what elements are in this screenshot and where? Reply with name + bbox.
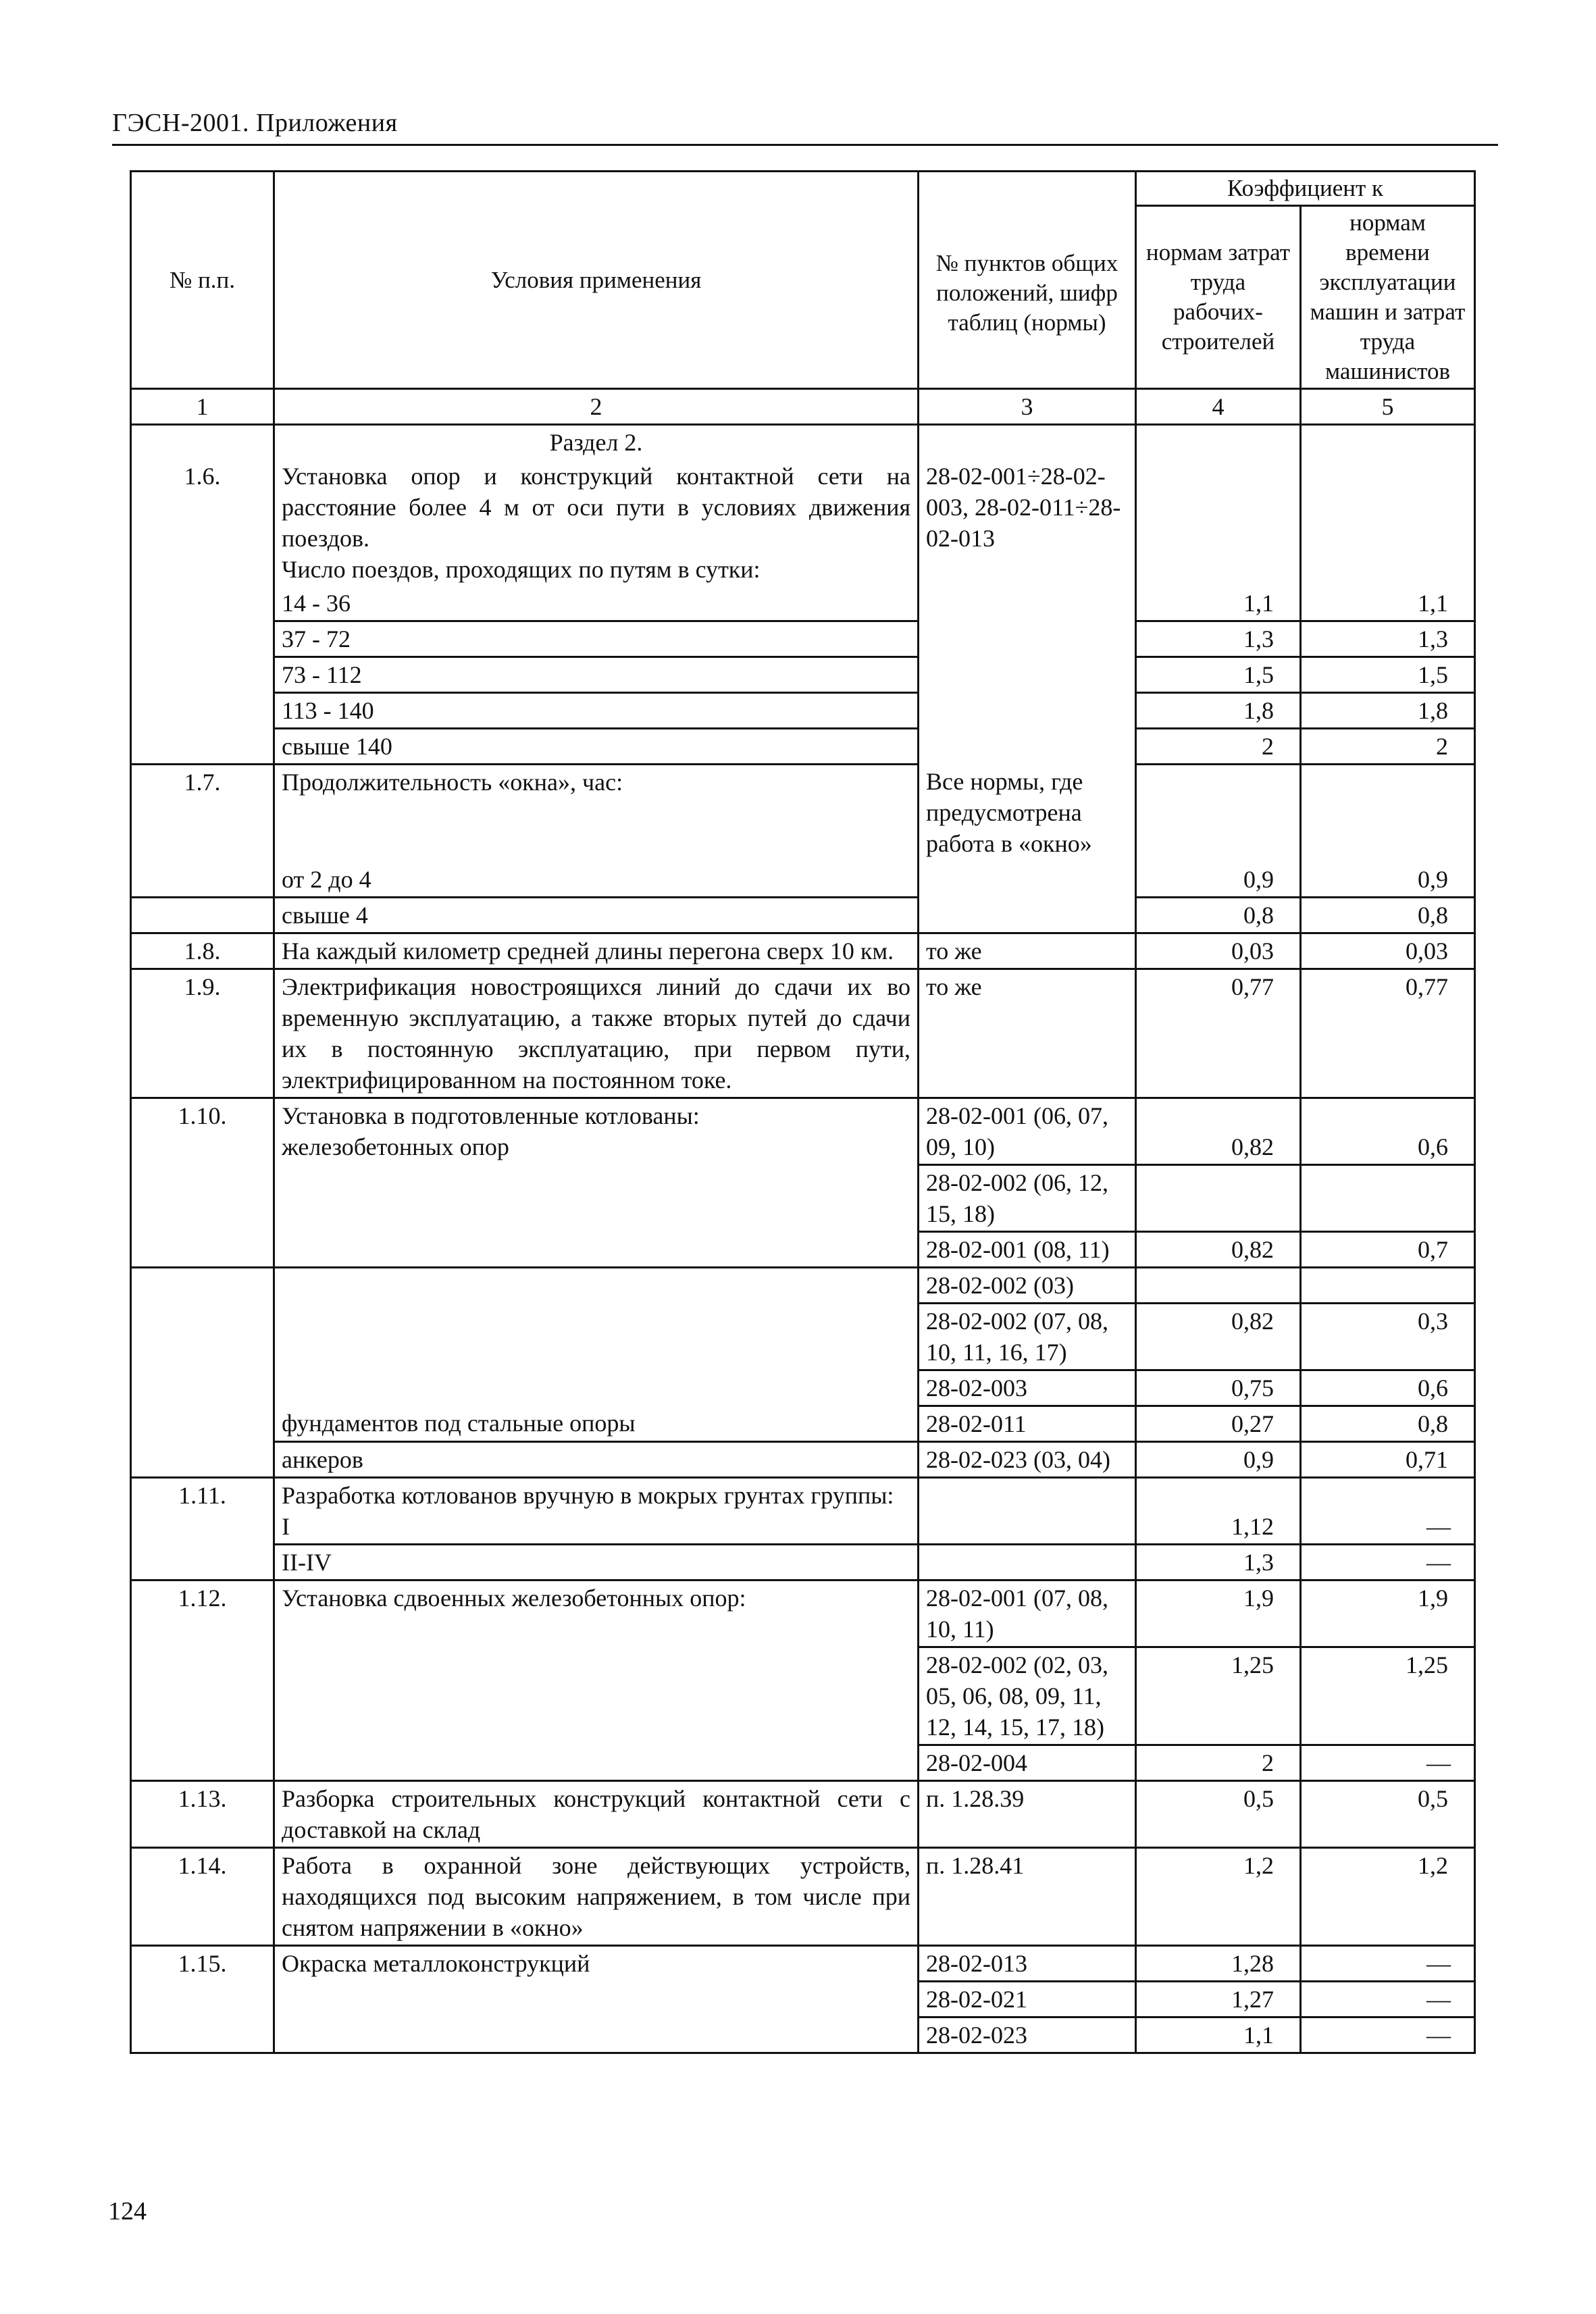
row-condition: Продолжительность «окна», час: [274,765,919,863]
coef-workers: 1,1 [1136,2017,1301,2053]
coef-workers: 0,9 [1136,863,1301,898]
row-code: п. 1.28.41 [919,1848,1136,1946]
coef-workers: 1,3 [1136,1545,1301,1580]
row-condition: Работа в охранной зоне действующих устройств, находящихся под высоким напряжением, в том числе при снятом напряжении в «окно» [274,1848,919,1946]
row-number: 1.6. [131,459,274,586]
sub-label: 37 - 72 [274,621,919,657]
table-row [131,586,1475,621]
table-row [131,898,1475,933]
row-number: 1.12. [131,1580,274,1781]
header-col1: № п.п. [131,172,274,389]
table-row [131,863,1475,898]
header-col2: Условия применения [274,172,919,389]
coef-workers: 0,27 [1136,1406,1301,1442]
coef-machines: 1,9 [1301,1580,1475,1647]
table-row [131,729,1475,765]
header-rule [112,144,1498,146]
table-row [131,621,1475,657]
coef-machines: 1,3 [1301,621,1475,657]
row-code: 28-02-011 [919,1406,1136,1442]
row-code: то же [919,969,1136,1098]
row-condition: Установка опор и конструкций контактной сети на расстояние более 4 м от оси пути в условиях движения поездов. Число поездов, проходящих по путям в сутки: [274,459,919,586]
coef-machines: 0,6 [1301,1370,1475,1406]
coef-workers: 0,03 [1136,933,1301,969]
table-row [131,1442,1475,1478]
coef-machines: 1,5 [1301,657,1475,693]
section-row [131,425,1475,460]
header-col5: нормам времени эксплуатации машин и затрат труда машинистов [1301,206,1475,389]
coef-machines: 0,6 [1301,1098,1475,1165]
coef-workers: 1,8 [1136,693,1301,729]
index-cell: 2 [274,389,919,425]
coef-workers: 1,1 [1136,586,1301,621]
table-row [131,1946,1475,1982]
coef-workers: 0,8 [1136,898,1301,933]
coef-machines: 0,77 [1301,969,1475,1098]
row-condition: Разработка котлованов вручную в мокрых грунтах группы: I [274,1478,919,1545]
coef-workers: 1,25 [1136,1647,1301,1745]
coef-workers: 0,82 [1136,1304,1301,1370]
coef-machines: — [1301,1545,1475,1580]
coefficients-table [130,170,1476,2054]
coef-workers: 0,75 [1136,1370,1301,1406]
coef-workers: 2 [1136,1745,1301,1781]
row-code: 28-02-023 (03, 04) [919,1442,1136,1478]
coef-workers: 1,9 [1136,1580,1301,1647]
sub-label: свыше 140 [274,729,919,765]
row-code: 28-02-002 (07, 08, 10, 11, 16, 17) [919,1304,1136,1370]
coef-workers: 0,5 [1136,1781,1301,1848]
sub-label: свыше 4 [274,898,919,933]
row-number: 1.11. [131,1478,274,1580]
index-cell: 4 [1136,389,1301,425]
index-cell: 5 [1301,389,1475,425]
table-row [131,933,1475,969]
coef-machines: 0,3 [1301,1304,1475,1370]
coef-machines: 0,8 [1301,1406,1475,1442]
row-code: 28-02-002 (06, 12, 15, 18) [919,1165,1136,1232]
table-row [131,969,1475,1098]
coef-workers: 0,77 [1136,969,1301,1098]
coef-workers [1136,1165,1301,1232]
table-header-row [131,172,1475,206]
table-row [131,1545,1475,1580]
row-condition: Электрификация новостроящихся линий до сдачи их во временную эксплуатацию, а также вторых путей до сдачи их в постоянную эксплуатацию, при первом пути, электрифицированном на постоянном токе. [274,969,919,1098]
page-header: ГЭСН-2001. Приложения [112,109,398,137]
header-col3: № пунктов общих положений, шифр таблиц (нормы) [919,172,1136,389]
row-code: 28-02-021 [919,1982,1136,2017]
coef-machines: 1,25 [1301,1647,1475,1745]
row-code: Все нормы, где предусмотрена работа в «окно» [919,765,1136,933]
row-number: 1.10. [131,1098,274,1268]
row-condition: Установка в подготовленные котлованы: железобетонных опор [274,1098,919,1268]
row-code: 28-02-002 (02, 03, 05, 06, 08, 09, 11, 12, 14, 15, 17, 18) [919,1647,1136,1745]
table-row [131,1478,1475,1545]
coef-machines: 1,1 [1301,586,1475,621]
coef-workers: 2 [1136,729,1301,765]
row-code: 28-02-004 [919,1745,1136,1781]
coef-workers: 0,82 [1136,1098,1301,1165]
row-number: 1.7. [131,765,274,898]
row-condition: Разборка строительных конструкций контактной сети с доставкой на склад [274,1781,919,1848]
row-number: 1.15. [131,1946,274,2053]
page-number: 124 [108,2197,147,2226]
table-row [131,1848,1475,1946]
coef-workers: 1,3 [1136,621,1301,657]
header-coef-group: Коэффициент к [1136,172,1475,206]
coef-machines: 0,03 [1301,933,1475,969]
row-number: 1.14. [131,1848,274,1946]
coef-machines [1301,1268,1475,1304]
coef-machines: — [1301,1946,1475,1982]
sub-label: 113 - 140 [274,693,919,729]
row-code: то же [919,933,1136,969]
table-row [131,765,1475,863]
table-row [131,1268,1475,1304]
coef-machines: — [1301,1982,1475,2017]
row-condition: Установка сдвоенных железобетонных опор: [274,1580,919,1781]
coef-machines [1301,1165,1475,1232]
row-code: 28-02-003 [919,1370,1136,1406]
table-index-row [131,389,1475,425]
table-row [131,693,1475,729]
coef-workers: 1,27 [1136,1982,1301,2017]
index-cell: 1 [131,389,274,425]
sub-label: II-IV [274,1545,919,1580]
coef-machines: 0,5 [1301,1781,1475,1848]
section-title: Раздел 2. [274,425,919,460]
row-number: 1.13. [131,1781,274,1848]
coef-machines: — [1301,1478,1475,1545]
coef-machines: 2 [1301,729,1475,765]
row-code: 28-02-001 (06, 07, 09, 10) [919,1098,1136,1165]
sub-label: 73 - 112 [274,657,919,693]
coef-machines: 0,71 [1301,1442,1475,1478]
coef-machines: — [1301,1745,1475,1781]
coef-workers: 1,28 [1136,1946,1301,1982]
sub-label: анкеров [274,1442,919,1478]
coef-workers: 1,12 [1136,1478,1301,1545]
row-code: 28-02-001÷28-02-003, 28-02-011÷28-02-013 [919,459,1136,765]
row-code: п. 1.28.39 [919,1781,1136,1848]
row-code: 28-02-001 (08, 11) [919,1232,1136,1268]
row-number: 1.8. [131,933,274,969]
header-col4: нормам затрат труда рабочих-строителей [1136,206,1301,389]
coef-machines: 1,8 [1301,693,1475,729]
table-row [131,1098,1475,1165]
coef-machines: 0,9 [1301,863,1475,898]
coef-workers: 0,9 [1136,1442,1301,1478]
row-code: 28-02-001 (07, 08, 10, 11) [919,1580,1136,1647]
row-number: 1.9. [131,969,274,1098]
table-row [131,657,1475,693]
table-row [131,459,1475,586]
coef-machines: 1,2 [1301,1848,1475,1946]
index-cell: 3 [919,389,1136,425]
coef-workers: 1,2 [1136,1848,1301,1946]
table-row [131,1580,1475,1647]
coef-machines: 0,8 [1301,898,1475,933]
row-code: 28-02-023 [919,2017,1136,2053]
coef-machines: — [1301,2017,1475,2053]
row-condition: Окраска металлоконструкций [274,1946,919,2053]
sub-label: фундаментов под стальные опоры [274,1406,919,1442]
coef-workers: 0,82 [1136,1232,1301,1268]
coef-workers: 1,5 [1136,657,1301,693]
row-code: 28-02-013 [919,1946,1136,1982]
coef-machines: 0,7 [1301,1232,1475,1268]
table-row [131,1781,1475,1848]
coef-workers [1136,1268,1301,1304]
sub-label: от 2 до 4 [274,863,919,898]
sub-label: 14 - 36 [274,586,919,621]
row-condition: На каждый километр средней длины перегона сверх 10 км. [274,933,919,969]
row-code: 28-02-002 (03) [919,1268,1136,1304]
table-row [131,1406,1475,1442]
